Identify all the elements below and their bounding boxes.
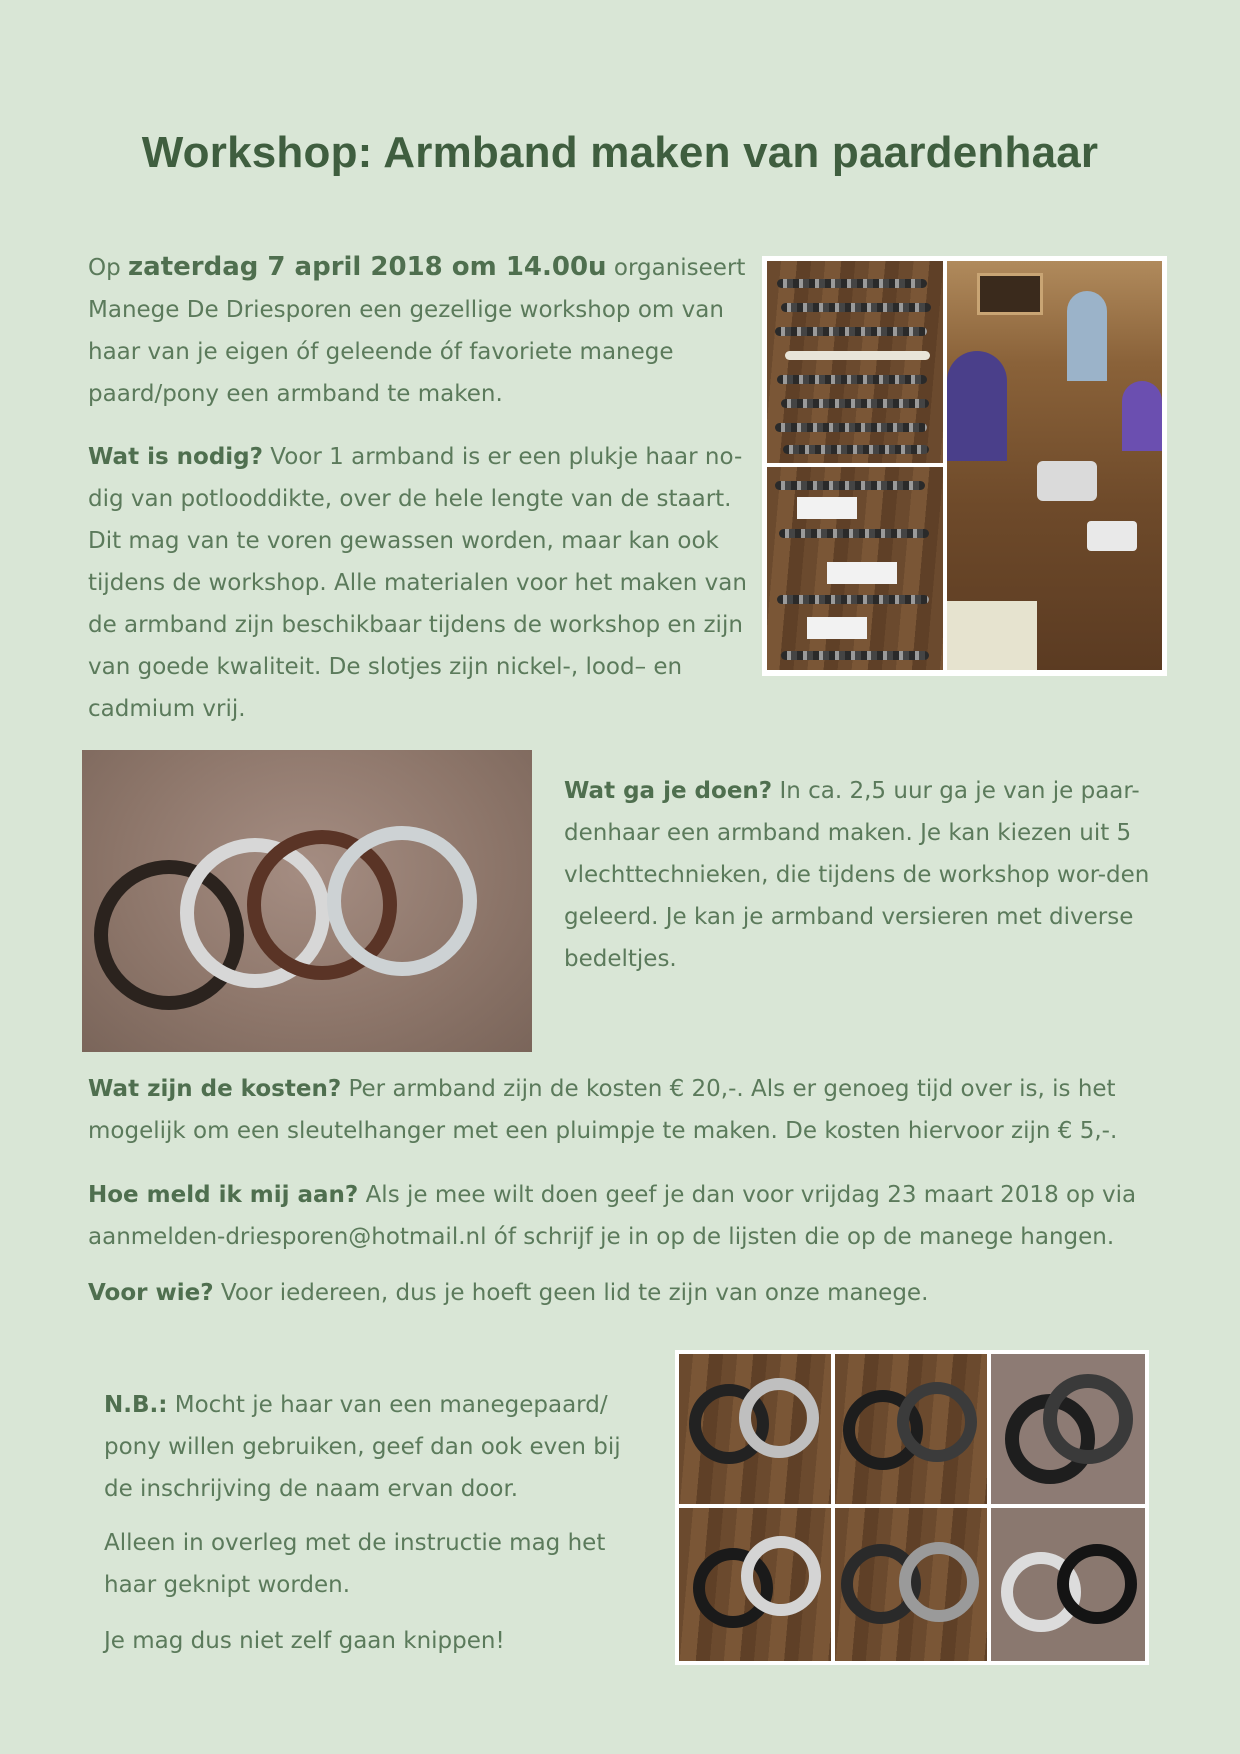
- requirements-text: Voor 1 armband is er een plukje haar no-dig van potlooddikte, over de hele lengte van de staart. Dit mag van te voren gewassen worden, maar kan ook tijdens de workshop. Alle materialen voor het maken van de armband zijn beschikbaar tijdens de workshop en zijn van goede kwaliteit. De slotjes zijn nickel-, lood– en cadmium vrij.: [88, 444, 747, 722]
- intro-text-end: organiseert Manege De Driesporen een gezellige workshop om van haar van je eigen óf geleende óf favoriete manege paard/pony een armband te maken.: [88, 255, 746, 407]
- note-heading: N.B.:: [104, 1392, 168, 1418]
- horsehair-bracelets-photo: [82, 750, 532, 1052]
- audience-text: Voor iedereen, dus je hoeft geen lid te zijn van onze manege.: [213, 1280, 929, 1306]
- costs-paragraph: [88, 1068, 1178, 1152]
- bracelet-example-1: [679, 1354, 831, 1504]
- bracelet-example-6: [991, 1508, 1145, 1661]
- workshop-participants-photo: [947, 261, 1162, 670]
- bracelets-on-table-photo: [767, 261, 943, 463]
- costs-heading: Wat zijn de kosten?: [88, 1076, 342, 1102]
- note-paragraph-2: Alleen in overleg met de instructie mag het haar geknipt worden.: [104, 1530, 606, 1598]
- bracelet-example-4: [679, 1508, 831, 1661]
- costs-text: Per armband zijn de kosten € 20,-. Als er genoeg tijd over is, is het mogelijk om een sleutelhanger met een pluimpje te maken. De kosten hiervoor zijn € 5,-.: [88, 1076, 1118, 1144]
- activity-paragraph: [564, 770, 1154, 980]
- audience-paragraph: [88, 1272, 1178, 1314]
- registration-heading: Hoe meld ik mij aan?: [88, 1182, 359, 1208]
- workshop-photo-collage: [762, 256, 1167, 676]
- bracelet-example-2: [835, 1354, 987, 1504]
- intro-text-start: Op: [88, 255, 129, 281]
- event-date: zaterdag 7 april 2018 om 14.00u: [128, 252, 607, 282]
- note-text: Mocht je haar van een manegepaard/ pony willen gebruiken, geef dan ook even bij de inschrijving de naam ervan door.: [104, 1392, 621, 1502]
- audience-heading: Voor wie?: [88, 1280, 214, 1306]
- bracelets-with-notes-photo: [767, 467, 943, 670]
- intro-paragraph: [88, 246, 748, 415]
- bracelet-example-3: [991, 1354, 1145, 1504]
- requirements-paragraph: [88, 436, 748, 730]
- registration-paragraph: [88, 1174, 1178, 1258]
- note-paragraph: [104, 1384, 654, 1510]
- requirements-heading: Wat is nodig?: [88, 444, 263, 470]
- bracelet-examples-grid: [675, 1350, 1149, 1665]
- page-title: Workshop: Armband maken van paardenhaar: [141, 128, 1099, 177]
- registration-text: Als je mee wilt doen geef je dan voor vrijdag 23 maart 2018 op via aanmelden-driesporen@hotmail.nl óf schrijf je in op de lijsten die op de manege hangen.: [88, 1182, 1137, 1250]
- activity-heading: Wat ga je doen?: [564, 778, 773, 804]
- note-paragraph-3: Je mag dus niet zelf gaan knippen!: [104, 1628, 505, 1654]
- bracelet-example-5: [835, 1508, 987, 1661]
- activity-text: In ca. 2,5 uur ga je van je paar-denhaar een armband maken. Je kan kiezen uit 5 vlechttechnieken, die tijdens de workshop wor-den geleerd. Je kan je armband versieren met diverse bedeltjes.: [564, 778, 1150, 972]
